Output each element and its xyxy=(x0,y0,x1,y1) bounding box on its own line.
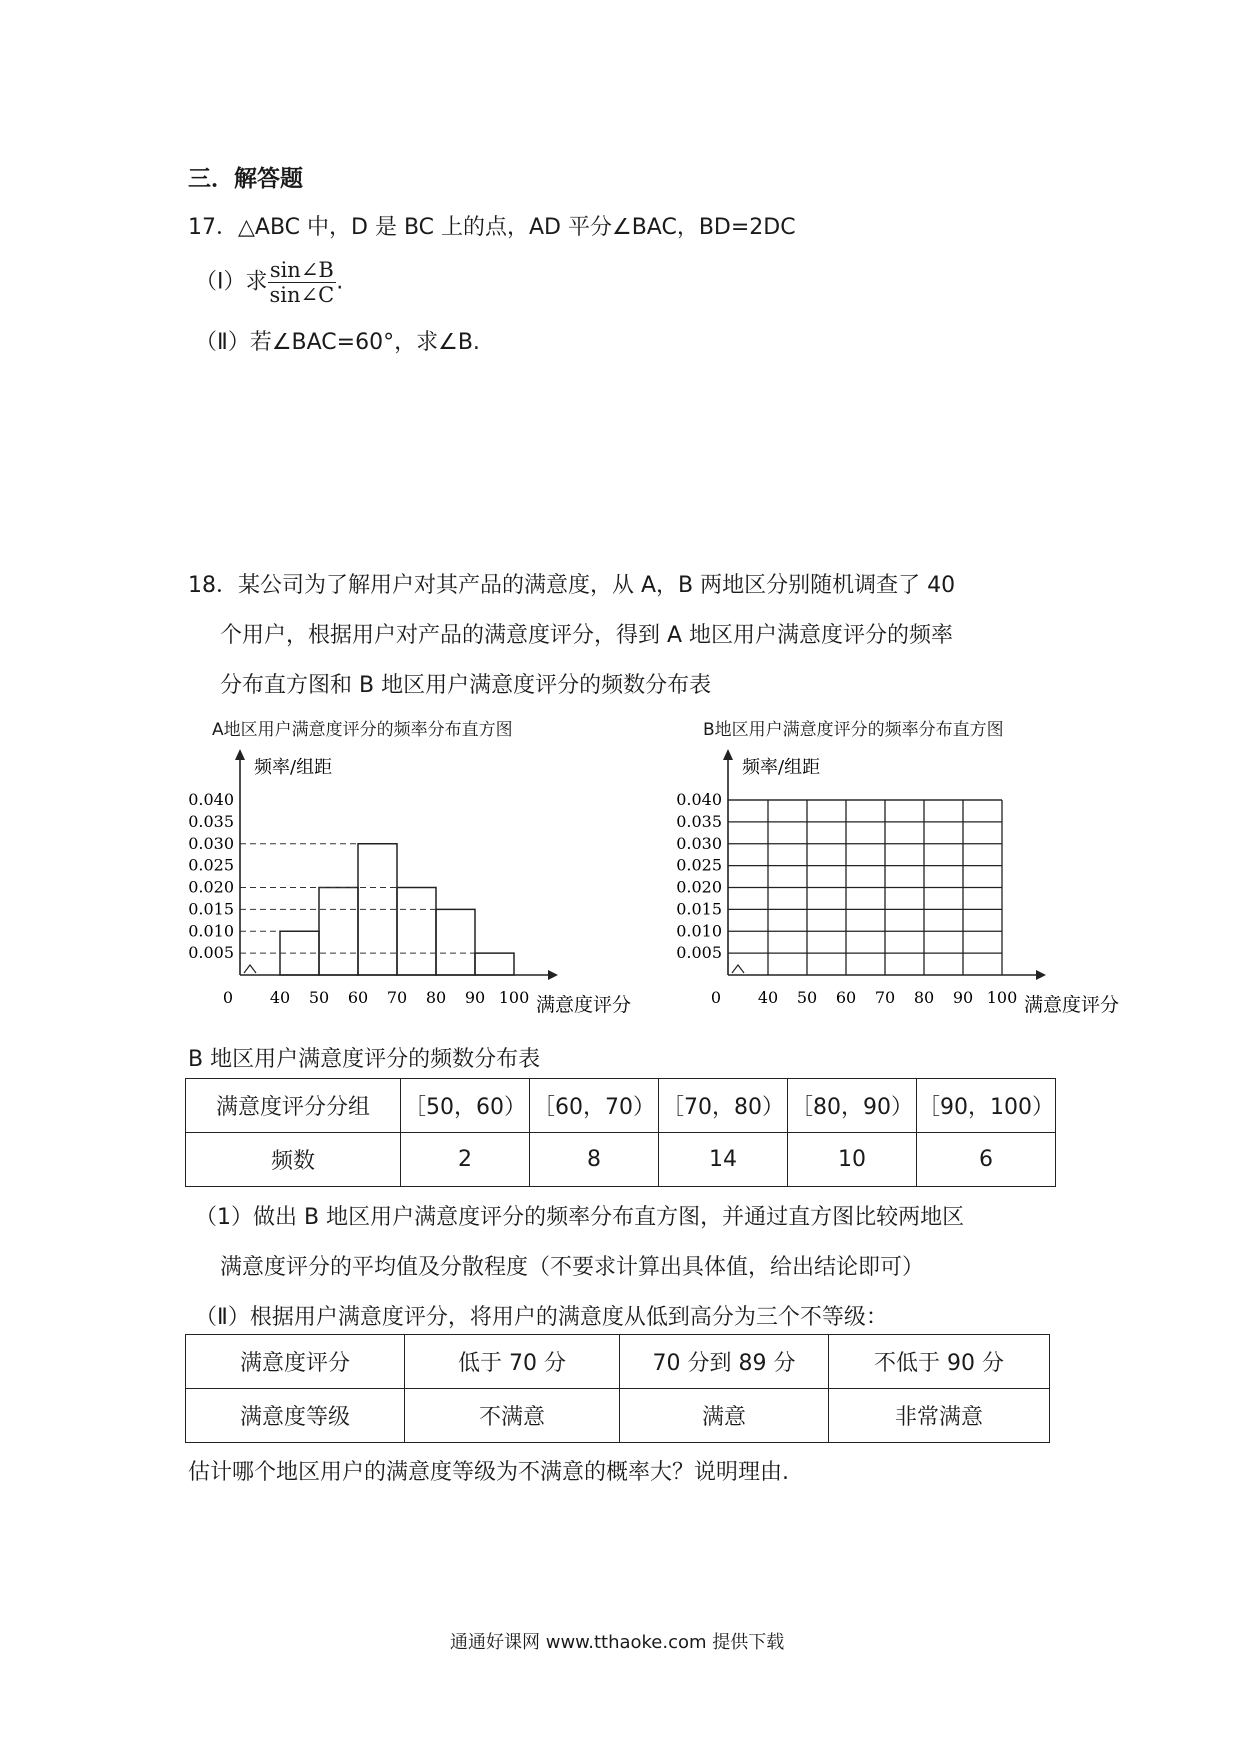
table1-caption: B 地区用户满意度评分的频数分布表 xyxy=(188,1047,541,1072)
y-axis-arrow xyxy=(235,749,245,760)
table-cell: 14 xyxy=(659,1133,788,1187)
table-cell: 10 xyxy=(788,1133,917,1187)
q17-stem: 17．△ABC 中，D 是 BC 上的点，AD 平分∠BAC，BD=2DC xyxy=(188,215,796,240)
y-axis-label: 频率/组距 xyxy=(254,757,333,778)
q17-part1-prefix: （Ⅰ）求 xyxy=(195,269,268,295)
table-cell: ［50，60） xyxy=(401,1079,530,1133)
histogram-bar xyxy=(397,888,436,976)
x-tick-label: 80 xyxy=(425,988,447,1007)
y-axis-arrow xyxy=(723,749,733,760)
table-cell: 8 xyxy=(530,1133,659,1187)
table-cell: 不低于 90 分 xyxy=(829,1335,1050,1389)
y-tick-label: 0.010 xyxy=(188,921,234,941)
x-tick-label: 0 xyxy=(710,988,722,1007)
x-axis-arrow xyxy=(548,970,558,980)
x-tick-label: 50 xyxy=(796,988,818,1007)
histogram-bar xyxy=(319,888,358,976)
x-tick-label: 100 xyxy=(986,988,1018,1007)
x-tick-label: 80 xyxy=(913,988,935,1007)
table-cell: 低于 70 分 xyxy=(405,1335,620,1389)
x-tick-label: 60 xyxy=(347,988,369,1007)
x-tick-label: 40 xyxy=(269,988,291,1007)
y-tick-label: 0.030 xyxy=(676,833,722,853)
section-heading: 三．解答题 xyxy=(188,166,303,192)
table-cell: 6 xyxy=(917,1133,1056,1187)
table-cell: 70 分到 89 分 xyxy=(620,1335,829,1389)
x-axis-label: 满意度评分 xyxy=(1024,994,1120,1016)
x-tick-label: 100 xyxy=(498,988,530,1007)
table-cell: 满意度等级 xyxy=(186,1389,405,1443)
table-cell: ［80，90） xyxy=(788,1079,917,1133)
x-tick-label: 90 xyxy=(952,988,974,1007)
x-axis-arrow xyxy=(1036,970,1046,980)
y-axis-label: 频率/组距 xyxy=(742,757,821,778)
table-cell: ［90，100） xyxy=(917,1079,1056,1133)
y-tick-label: 0.005 xyxy=(188,943,234,963)
q17-part1 xyxy=(195,258,343,307)
table-cell: 满意度评分 xyxy=(186,1335,405,1389)
q18-stem-line2: 个用户，根据用户对产品的满意度评分，得到 A 地区用户满意度评分的频率 xyxy=(220,623,954,648)
chart-b-title: B地区用户满意度评分的频率分布直方图 xyxy=(703,720,1004,740)
table-row xyxy=(186,1133,1056,1187)
chart-b xyxy=(668,745,1148,1030)
x-tick-label: 40 xyxy=(757,988,779,1007)
q17-part2: （Ⅱ）若∠BAC=60°，求∠B. xyxy=(195,330,480,355)
y-tick-label: 0.015 xyxy=(676,899,722,919)
satisfaction-level-table xyxy=(185,1334,1050,1443)
table-row xyxy=(186,1335,1050,1389)
table-cell: 满意 xyxy=(620,1389,829,1443)
q17-part1-suffix: . xyxy=(336,269,344,295)
chart-a-title: A地区用户满意度评分的频率分布直方图 xyxy=(212,720,513,740)
y-tick-label: 0.035 xyxy=(188,811,234,831)
q18-part1-line2: 满意度评分的平均值及分散程度（不要求计算出具体值，给出结论即可） xyxy=(220,1255,925,1280)
table-cell: 频数 xyxy=(186,1133,401,1187)
table-row xyxy=(186,1389,1050,1443)
y-tick-label: 0.020 xyxy=(676,877,722,897)
table-cell: 满意度评分分组 xyxy=(186,1079,401,1133)
table-cell: 非常满意 xyxy=(829,1389,1050,1443)
q18-closing: 估计哪个地区用户的满意度等级为不满意的概率大？说明理由. xyxy=(188,1460,789,1485)
frequency-table xyxy=(185,1078,1056,1187)
x-tick-label: 50 xyxy=(308,988,330,1007)
y-tick-label: 0.025 xyxy=(676,855,722,875)
y-tick-label: 0.030 xyxy=(188,833,234,853)
y-tick-label: 0.040 xyxy=(676,790,722,809)
x-tick-label: 70 xyxy=(874,988,896,1007)
table-cell: ［60，70） xyxy=(530,1079,659,1133)
y-tick-label: 0.040 xyxy=(188,790,234,809)
y-tick-label: 0.025 xyxy=(188,855,234,875)
axis-break-mark xyxy=(244,965,256,973)
x-axis-label: 满意度评分 xyxy=(536,994,632,1016)
table-cell: 2 xyxy=(401,1133,530,1187)
axis-break-mark xyxy=(732,965,744,973)
q18-part1-line1: （1）做出 B 地区用户满意度评分的频率分布直方图，并通过直方图比较两地区 xyxy=(195,1205,965,1230)
q17-fraction xyxy=(268,258,337,307)
table-row xyxy=(186,1079,1056,1133)
q18-part2-line: （Ⅱ）根据用户满意度评分，将用户的满意度从低到高分为三个不等级： xyxy=(195,1305,888,1330)
q17-fraction-denominator: sin∠C xyxy=(269,283,335,307)
x-tick-label: 60 xyxy=(835,988,857,1007)
y-tick-label: 0.005 xyxy=(676,943,722,963)
histogram-bar xyxy=(475,953,514,975)
y-tick-label: 0.035 xyxy=(676,811,722,831)
table-cell: 不满意 xyxy=(405,1389,620,1443)
chart-a xyxy=(180,745,660,1030)
y-tick-label: 0.010 xyxy=(676,921,722,941)
q18-stem-line1: 18．某公司为了解用户对其产品的满意度，从 A，B 两地区分别随机调查了 40 xyxy=(188,573,956,598)
y-tick-label: 0.015 xyxy=(188,899,234,919)
histogram-bar xyxy=(436,909,475,975)
x-tick-label: 90 xyxy=(464,988,486,1007)
y-tick-label: 0.020 xyxy=(188,877,234,897)
q17-fraction-numerator: sin∠B xyxy=(268,258,337,283)
x-tick-label: 0 xyxy=(222,988,234,1007)
q18-stem-line3: 分布直方图和 B 地区用户满意度评分的频数分布表 xyxy=(220,673,712,698)
table-cell: ［70，80） xyxy=(659,1079,788,1133)
footer-text: 通通好课网 www.tthaoke.com 提供下载 xyxy=(450,1632,785,1653)
x-tick-label: 70 xyxy=(386,988,408,1007)
